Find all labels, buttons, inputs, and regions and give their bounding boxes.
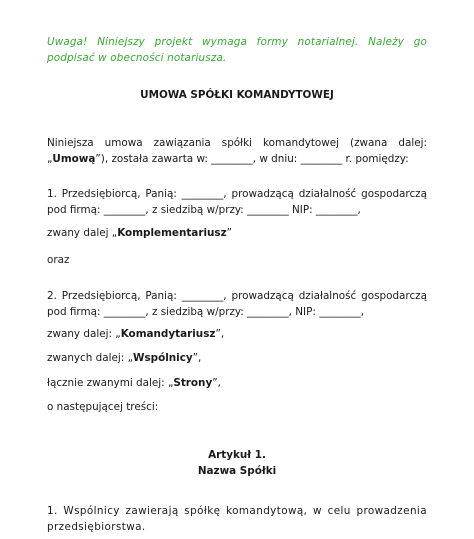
party-2-paragraph: 2. Przedsiębiorcą, Panią: ________, prowadzącą działalność gospodarczą pod firmą: ________, z siedzibą w/przy: ________, NIP: ________, xyxy=(47,290,427,318)
komandytariusz-term: Komandytariusz xyxy=(120,328,216,340)
party-1-paragraph: 1. Przedsiębiorcą, Panią: ________, prowadzącą działalność gospodarczą pod firmą: ________, z siedzibą w/przy: ________ NIP: ________, xyxy=(47,188,427,216)
wspolnicy-definition: zwanych dalej: „Wspólnicy”, xyxy=(47,352,202,364)
article-number: Artykuł 1. xyxy=(208,449,266,461)
notarial-notice: Uwaga! Niniejszy projekt wymaga formy notarialnej. Należy go podpisać w obecności notariusza. xyxy=(47,36,427,64)
party-1-role: zwany dalej „Komplementariusz” xyxy=(47,227,233,239)
clause-1: 1. Wspólnicy zawierają spółkę komandytową, w celu prowadzenia przedsiębiorstwa. xyxy=(47,505,427,533)
komplementariusz-term: Komplementariusz xyxy=(117,227,227,239)
document-title: UMOWA SPÓŁKI KOMANDYTOWEJ xyxy=(140,89,334,101)
tresc-text: o następującej treści: xyxy=(47,401,159,413)
strony-term: Strony xyxy=(173,377,213,389)
intro-paragraph: Niniejsza umowa zawiązania spółki komandytowej (zwana dalej: „Umową”), została zawarta w: ________, w dniu: ________ r. pomiędzy: xyxy=(47,137,427,165)
umowa-term: Umową xyxy=(52,153,96,165)
article-heading: Nazwa Spółki xyxy=(197,465,277,477)
oraz-text: oraz xyxy=(47,254,70,266)
wspolnicy-term: Wspólnicy xyxy=(132,352,193,364)
party-2-role: zwany dalej: „Komandytariusz”, xyxy=(47,328,225,340)
strony-definition: łącznie zwanymi dalej: „Strony”, xyxy=(47,377,221,389)
